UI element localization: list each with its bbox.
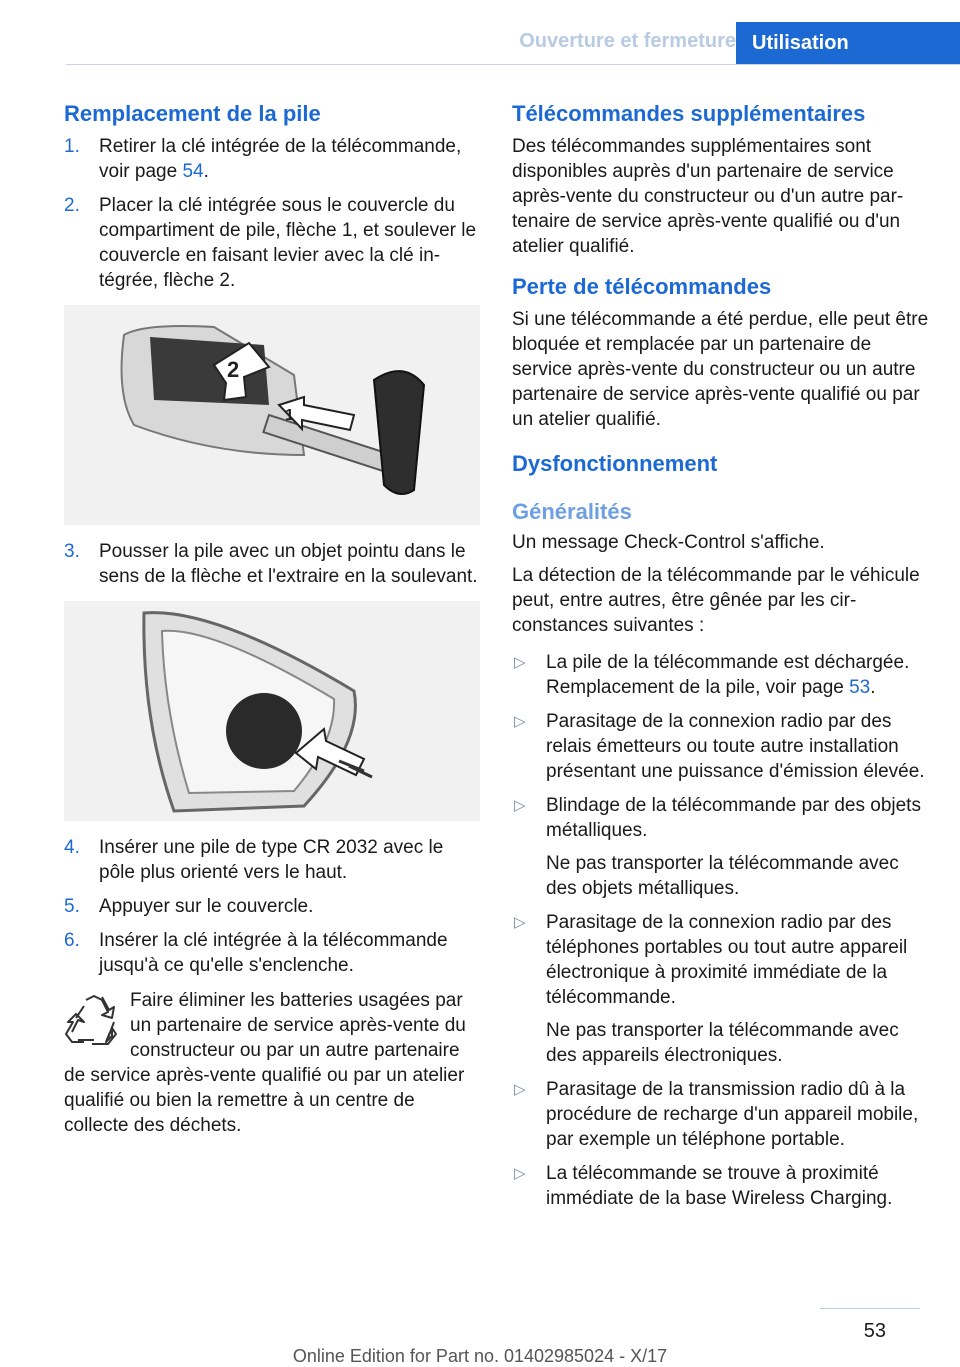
list-item: ▷ Parasitage de la connexion radio par des téléphones portables ou tout autre appareil électronique à proximité immédiate de la télécommande. Ne pas transporter la télécommande avec des appareils électroniques. xyxy=(512,910,930,1068)
page-number: 53 xyxy=(863,1320,886,1342)
list-item: ▷ Blindage de la télécommande par des objets métalliques. Ne pas transporter la télécommande avec des objets métalliques. xyxy=(512,793,930,901)
right-column xyxy=(512,100,930,1220)
step-text: Insérer la clé intégrée à la télécommande jusqu'à ce qu'elle s'enclenche. xyxy=(99,930,448,976)
arrow-label-2: 2 xyxy=(227,357,240,382)
step-number: 3. xyxy=(64,541,80,562)
step-5 xyxy=(64,894,480,919)
step-3 xyxy=(64,539,480,589)
step-6 xyxy=(64,928,480,978)
environment-note xyxy=(64,988,480,1138)
edition-info: Online Edition for Part no. 01402985024 - X/17 xyxy=(292,1346,668,1366)
step-number: 6. xyxy=(64,930,80,951)
step-1: 1. Retirer la clé intégrée de la télécommande, voir page 54. xyxy=(64,136,462,182)
page-link[interactable]: 53 xyxy=(849,677,871,698)
general-text-2: La détection de la télécommande par le véhicule peut, entre autres, être gênée par les circonstances suivantes : xyxy=(512,565,920,636)
extra-remotes-heading: Télécommandes supplémentaires xyxy=(512,101,866,126)
battery-replacement-heading: Remplacement de la pile xyxy=(64,101,321,126)
bullet-icon: ▷ xyxy=(514,1081,526,1098)
footer-divider xyxy=(820,1308,920,1309)
step-text: Insérer une pile de type CR 2032 avec le pôle plus orienté vers le haut. xyxy=(99,837,444,883)
list-item-note: Ne pas transporter la télécommande avec des appareils électroniques. xyxy=(546,1020,899,1066)
step-number: 4. xyxy=(64,837,80,858)
bullet-icon: ▷ xyxy=(514,797,526,814)
step-4 xyxy=(64,835,480,885)
header-tab: Utilisation xyxy=(736,22,960,64)
step-text: Pousser la pile avec un objet pointu dans le sens de la flèche et l'extraire en la soulevant. xyxy=(99,541,478,587)
step-2 xyxy=(64,193,480,293)
step-text: Retirer la clé intégrée de la télécommande, voir page xyxy=(99,136,462,182)
list-item: ▷ Parasitage de la transmission radio dû à la procédure de recharge d'un appareil mobile, par exemple un téléphone portable. xyxy=(514,1079,919,1150)
extra-remotes-text: Des télécommandes supplémentaires sont disponibles auprès d'un partenaire de service après-vente du constructeur ou d'un autre partenaire de service après-vente qualifié ou d'un atelier qualifié. xyxy=(512,136,904,257)
step-number: 5. xyxy=(64,896,80,917)
recycle-icon xyxy=(64,992,126,1052)
step-number: 2. xyxy=(64,195,80,216)
arrow-label-1: 1 xyxy=(285,407,294,424)
note-text: Faire éliminer les batteries usagées par un partenaire de service après-vente du constructeur ou par un autre partenaire de service après-vente qualifié ou par un atelier qualifié ou bien la remettre à un centre de collecte des déchets. xyxy=(64,990,466,1136)
bullet-icon: ▷ xyxy=(514,1165,526,1182)
bullet-icon: ▷ xyxy=(514,713,526,730)
page-link[interactable]: 54 xyxy=(182,161,204,182)
left-column xyxy=(64,100,480,1138)
list-item: ▷ Parasitage de la connexion radio par des relais émetteurs ou toute autre installation présentant une puissance d'émission élevée. xyxy=(514,711,925,782)
key-opening-illustration xyxy=(64,305,480,525)
header-section: Ouverture et fermeture xyxy=(519,30,736,52)
step-text: Appuyer sur le couvercle. xyxy=(99,896,314,917)
general-text-1: Un message Check-Control s'affiche. xyxy=(512,532,825,553)
lost-remotes-heading: Perte de télécommandes xyxy=(512,274,772,299)
lost-remotes-text: Si une télécommande a été perdue, elle peut être bloquée et remplacée par un partenaire de service après-vente du constructeur ou un autre partenaire de service après-vente qualifié ou par un atelier qualifié. xyxy=(512,309,929,430)
malfunction-heading: Dysfonctionnement xyxy=(512,451,718,476)
page-header xyxy=(66,22,960,65)
list-item-note: Ne pas transporter la télécommande avec des objets métalliques. xyxy=(546,853,899,899)
step-text: Placer la clé intégrée sous le couvercle du compartiment de pile, flèche 1, et soulever le couvercle en faisant levier avec la clé intégrée, flèche 2. xyxy=(99,195,477,291)
list-item: ▷ La télécommande se trouve à proximité immédiate de la base Wireless Charging. xyxy=(514,1163,893,1209)
page-footer xyxy=(0,1290,960,1366)
list-item: ▷ La pile de la télécommande est déchargée. Remplacement de la pile, voir page 53. xyxy=(514,652,910,698)
general-heading: Généralités xyxy=(512,499,632,524)
bullet-icon: ▷ xyxy=(514,654,526,671)
step-number: 1. xyxy=(64,136,80,157)
bullet-icon: ▷ xyxy=(514,914,526,931)
battery-removal-illustration xyxy=(64,601,480,821)
